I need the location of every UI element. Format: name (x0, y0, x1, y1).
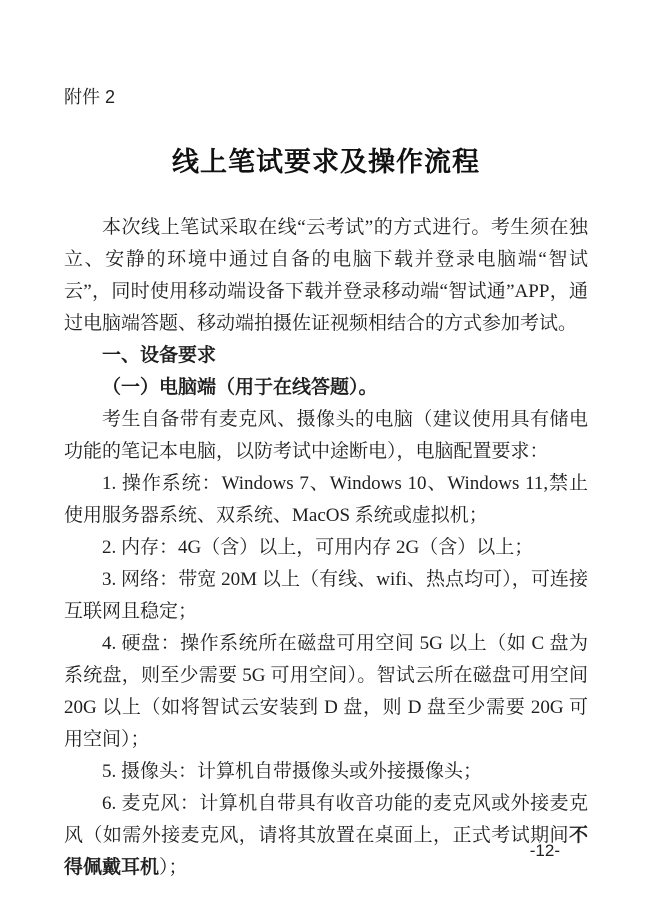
requirement-item-os: 1. 操作系统：Windows 7、Windows 10、Windows 11,禁止使用服务器系统、双系统、MacOS 系统或虚拟机； (64, 473, 588, 526)
requirement-item-camera: 5. 摄像头：计算机自带摄像头或外接摄像头； (102, 761, 483, 782)
section-heading-equipment-requirements: 一、设备要求 (102, 345, 217, 366)
requirement-microphone-text: 6. 麦克风：计算机自带具有收音功能的麦克风或外接麦克风（如需外接麦克风，请将其放置在桌面上，正式考试期间 (64, 793, 588, 846)
requirement-item-network: 3. 网络：带宽 20M 以上（有线、wifi、热点均可），可连接互联网且稳定； (64, 569, 588, 622)
attachment-label: 附件 2 (64, 87, 116, 107)
page-number: -12- (529, 841, 560, 860)
computer-intro-paragraph: 考生自备带有麦克风、摄像头的电脑（建议使用具有储电功能的笔记本电脑，以防考试中途断电），电脑配置要求： (64, 409, 588, 462)
requirement-microphone-bold-no-headphones: 不得佩戴耳机 (64, 825, 588, 878)
subsection-heading-computer-client: （一）电脑端（用于在线答题）。 (102, 377, 378, 398)
document-title: 线上笔试要求及操作流程 (172, 147, 480, 177)
requirement-item-microphone (64, 788, 588, 884)
requirement-item-disk: 4. 硬盘：操作系统所在磁盘可用空间 5G 以上（如 C 盘为系统盘，则至少需要 5G 可用空间）。智试云所在磁盘可用空间 20G 以上（如将智试云安装到 D 盘，则 D 盘至少需要 20G 可用空间）； (64, 633, 588, 750)
requirement-item-memory: 2. 内存：4G（含）以上，可用内存 2G（含）以上； (102, 537, 534, 558)
requirement-microphone-text-end: ）； (159, 857, 188, 878)
intro-paragraph: 本次线上笔试采取在线“云考试”的方式进行。考生须在独立、安静的环境中通过自备的电脑下载并登录电脑端“智试云”，同时使用移动端设备下载并登录移动端“智试通”APP，通过电脑端答题、移动端拍摄佐证视频相结合的方式参加考试。 (64, 217, 588, 334)
